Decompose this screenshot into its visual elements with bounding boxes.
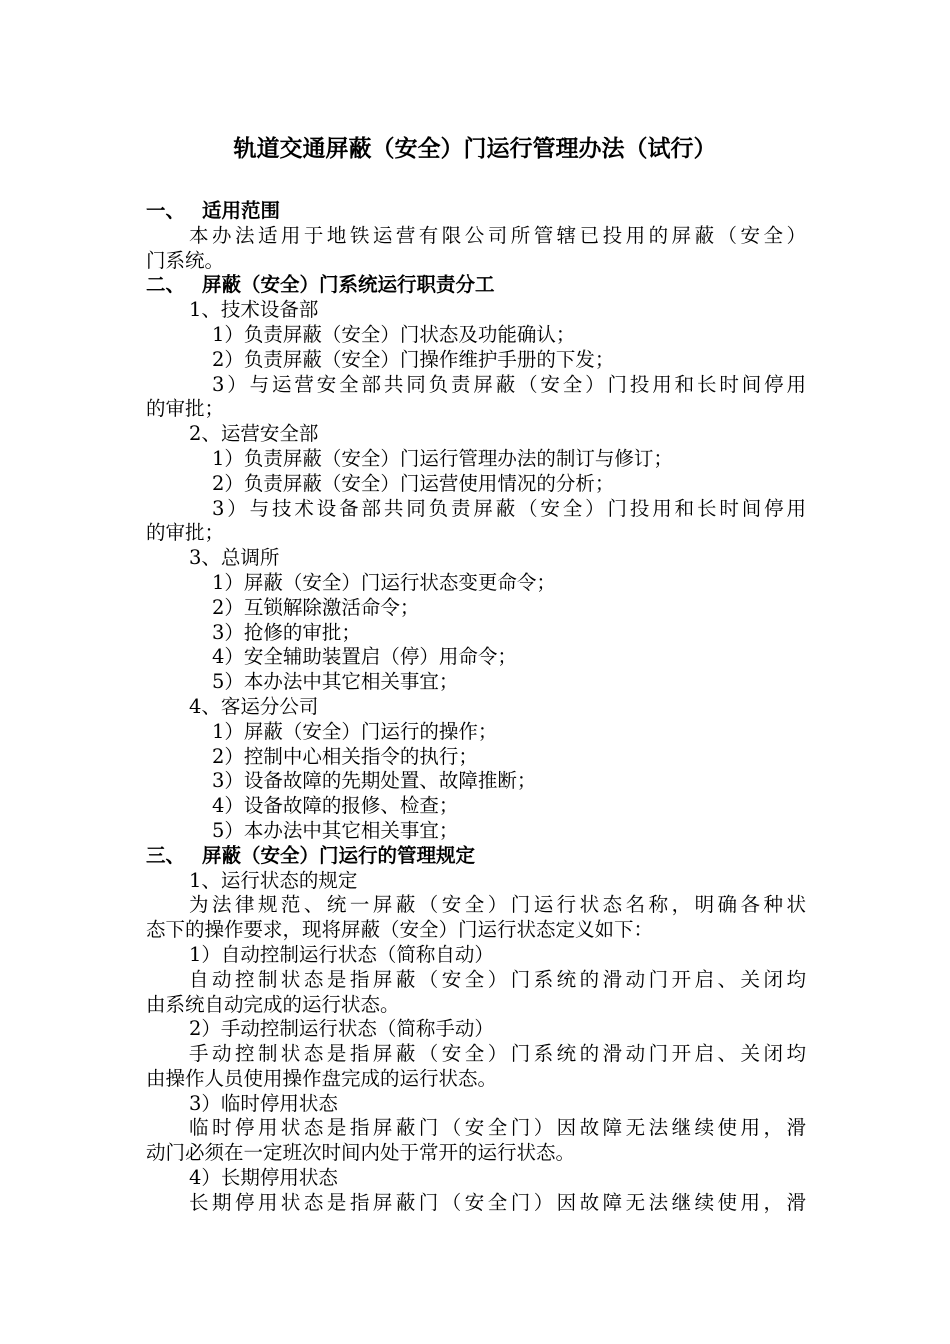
section-heading-1 [146,199,806,224]
department-heading: 1、技术设备部 [189,298,319,322]
list-item: 1）屏蔽（安全）门运行的操作； [212,719,498,743]
section-title: 屏蔽（安全）门运行的管理规定 [202,843,476,867]
section-heading-2 [146,273,806,298]
paragraph-line: 临时停用状态是指屏蔽门（安全门）因故障无法继续使用，滑 [189,1116,806,1140]
list-item: 3）与技术设备部共同负责屏蔽（安全）门投用和长时间停用 [212,496,806,520]
list-item: 3）设备故障的先期处置、故障推断； [212,769,537,793]
list-item: 2）互锁解除激活命令； [212,595,420,619]
list-item: 5）本办法中其它相关事宜； [212,670,459,694]
list-item: 4）安全辅助装置启（停）用命令； [212,645,517,669]
list-item: 4）设备故障的报修、检查； [212,794,459,818]
state-heading: 3）临时停用状态 [189,1091,338,1115]
list-item: 1）屏蔽（安全）门运行状态变更命令； [212,570,556,594]
list-item: 1）负责屏蔽（安全）门运行管理办法的制订与修订； [212,446,673,470]
state-heading: 1）自动控制运行状态（简称自动） [189,942,494,966]
section-number: 一、 [146,199,186,222]
paragraph-line: 由系统自动完成的运行状态。 [146,992,400,1016]
section-title: 适用范围 [202,199,281,222]
document-body [146,199,806,1216]
department-heading: 4、客运分公司 [189,694,319,718]
department-heading: 3、总调所 [189,546,280,570]
paragraph-line: 为法律规范、统一屏蔽（安全）门运行状态名称，明确各种状 [189,893,806,917]
section-heading-3 [146,844,806,869]
section-title: 屏蔽（安全）门系统运行职责分工 [202,273,495,297]
list-item: 2）负责屏蔽（安全）门操作维护手册的下发； [212,347,615,371]
state-heading: 4）长期停用状态 [189,1166,338,1190]
paragraph-line: 本办法适用于地铁运营有限公司所管辖已投用的屏蔽（安全） [189,223,806,247]
paragraph-line: 态下的操作要求，现将屏蔽（安全）门运行状态定义如下： [146,918,654,942]
list-item-continuation: 的审批； [146,397,225,421]
paragraph-line: 长期停用状态是指屏蔽门（安全门）因故障无法继续使用，滑 [189,1190,806,1214]
document-title: 轨道交通屏蔽（安全）门运行管理办法（试行） [233,136,717,162]
list-item-continuation: 的审批； [146,521,225,545]
list-item: 3）与运营安全部共同负责屏蔽（安全）门投用和长时间停用 [212,372,806,396]
department-heading: 2、运营安全部 [189,422,319,446]
list-item: 2）控制中心相关指令的执行； [212,744,478,768]
state-heading: 2）手动控制运行状态（简称手动） [189,1017,494,1041]
paragraph-line: 自动控制状态是指屏蔽（安全）门系统的滑动门开启、关闭均 [189,967,806,991]
paragraph-line: 动门必须在一定班次时间内处于常开的运行状态。 [146,1141,576,1165]
section-number: 三、 [146,843,186,867]
list-item: 1）负责屏蔽（安全）门状态及功能确认； [212,322,576,346]
list-item: 2）负责屏蔽（安全）门运营使用情况的分析； [212,471,615,495]
subsection-heading: 1、运行状态的规定 [189,868,358,892]
paragraph-line: 手动控制状态是指屏蔽（安全）门系统的滑动门开启、关闭均 [189,1042,806,1066]
paragraph-line: 由操作人员使用操作盘完成的运行状态。 [146,1066,498,1090]
list-item: 5）本办法中其它相关事宜； [212,818,459,842]
section-number: 二、 [146,273,186,297]
paragraph-line: 门系统。 [146,248,225,272]
list-item: 3）抢修的审批； [212,620,361,644]
